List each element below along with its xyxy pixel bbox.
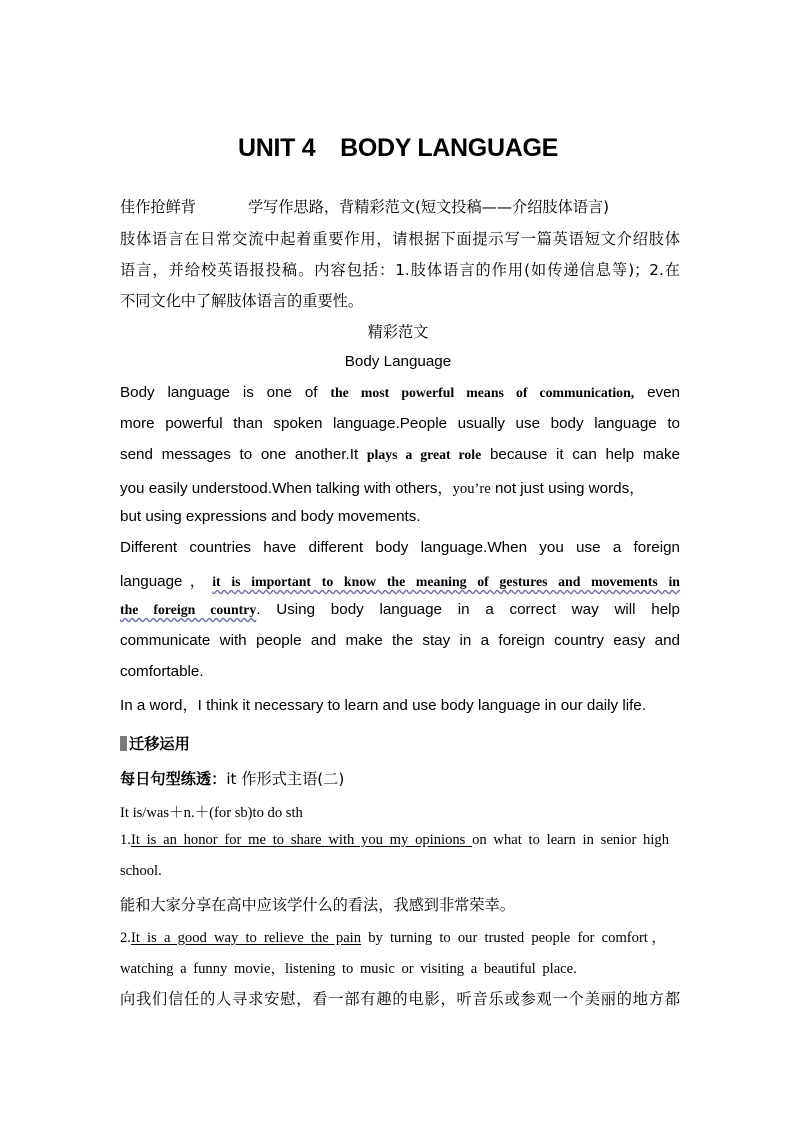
- prompt-line-2: 语言，并给校英语报投稿。内容包括：1.肢体语言的作用(如传递信息等)；2.在: [120, 261, 680, 279]
- text-segment: language，: [120, 573, 213, 590]
- text-segment: by turning to our trusted people for comfort，: [361, 930, 666, 946]
- highlighted-phrase: plays a great role: [366, 447, 482, 462]
- section2-header: [120, 733, 680, 754]
- example-1-translation: 能和大家分享在高中应该学什么的看法，我感到非常荣幸。: [120, 896, 515, 914]
- text-segment: not just using words，: [490, 480, 645, 497]
- section-header: [120, 196, 680, 217]
- essay-p2-line-1: Different countries have different body language.When you use a foreign: [120, 539, 680, 556]
- text-segment: even: [634, 384, 680, 401]
- example-underlined: It is an honor for me to share with you my opinions: [130, 832, 473, 848]
- text-segment: Body language is one of: [120, 384, 331, 401]
- prompt-line-1: 肢体语言在日常交流中起着重要作用，请根据下面提示写一篇英语短文介绍肢体: [120, 230, 680, 248]
- essay-p2-line-2: [120, 570, 680, 591]
- essay-p2-line-3: [120, 601, 680, 618]
- text-segment: on what to learn in senior high: [472, 832, 669, 848]
- text-segment: . Using body language in a correct way will help: [256, 601, 680, 618]
- essay-p2-line-4: communicate with people and make the stay in a foreign country easy and: [120, 632, 680, 649]
- example-underlined: It is a good way to relieve the pain: [130, 930, 362, 946]
- text-segment: you’re: [452, 481, 491, 497]
- text-segment: you easily understood.When talking with others，: [120, 480, 453, 497]
- example-number: 1.: [120, 832, 131, 848]
- section-label: 佳作抢鲜背: [120, 198, 196, 216]
- drill-title-prefix: 每日句型练透：: [120, 770, 227, 788]
- example-2-line-2: watching a funny movie，listening to music or visiting a beautiful place.: [120, 961, 577, 977]
- essay-p1-line-3: [120, 446, 680, 463]
- essay-p3: In a word，I think it necessary to learn and use body language in our daily life.: [120, 697, 646, 714]
- example-1-line-2: school.: [120, 863, 162, 879]
- essay-heading: 精彩范文: [367, 323, 429, 341]
- example-2-translation: 向我们信任的人寻求安慰，看一部有趣的电影，听音乐或参观一个美丽的地方都: [120, 990, 680, 1008]
- essay-p2-line-5: comfortable.: [120, 663, 204, 680]
- essay-p1-line-5: but using expressions and body movements.: [120, 508, 421, 525]
- essay-p1-line-2: more powerful than spoken language.People usually use body language to: [120, 415, 680, 432]
- essay-p1-line-1: [120, 384, 680, 401]
- example-2-line-1: [120, 926, 666, 947]
- section-subtitle: 学写作思路，背精彩范文(短文投稿——介绍肢体语言): [247, 198, 610, 216]
- example-1-line-1: [120, 832, 669, 849]
- page-title: UNIT 4 BODY LANGUAGE: [238, 134, 558, 162]
- highlighted-phrase: the most powerful means of communication,: [330, 385, 635, 400]
- drill-title-topic: it 作形式主语(二): [226, 770, 345, 788]
- section-marker-icon: [120, 736, 127, 751]
- prompt-line-3: 不同文化中了解肢体语言的重要性。: [120, 292, 363, 310]
- section-label: 迁移运用: [129, 735, 190, 753]
- text-segment: send messages to one another.It: [120, 446, 367, 463]
- essay-p1-line-4: [120, 477, 680, 498]
- drill-title: [120, 768, 680, 789]
- sentence-formula: It is/was＋n.＋(for sb)to do sth: [120, 805, 303, 821]
- example-number: 2.: [120, 930, 131, 946]
- text-segment: because it can help make: [481, 446, 680, 463]
- essay-title: Body Language: [344, 353, 452, 370]
- highlighted-phrase: it is important to know the meaning of gestures and movements in: [212, 574, 680, 589]
- highlighted-phrase: the foreign country: [120, 602, 257, 617]
